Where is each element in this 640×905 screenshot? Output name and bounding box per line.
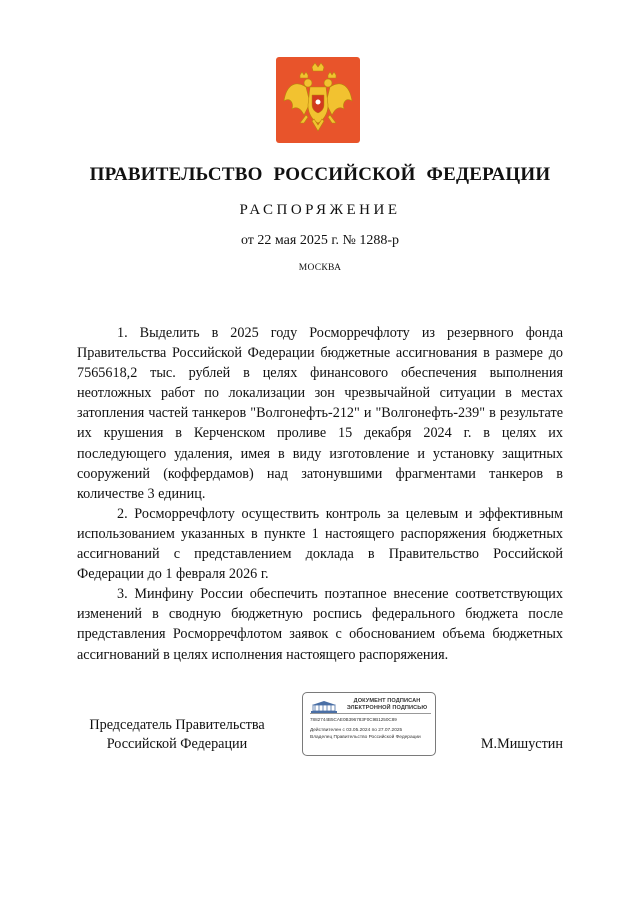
document-city: МОСКВА [298,263,342,273]
signatory-name: М.Мишустин [480,736,563,752]
signatory-position-line2: Российской Федерации [106,736,248,752]
stamp-title-line2: ЭЛЕКТРОННОЙ ПОДПИСЬЮ [346,705,428,711]
stamp-title-line1: ДОКУМЕНТ ПОДПИСАН [353,698,421,704]
paragraph-1: 1. Выделить в 2025 году Росморречфлоту из резервного фонда Правительства Российской Федерации бюджетные ассигнования в размере до 7565618,2 тыс. рублей в целях финансового обеспечения выполнения неотложных работ по локализации зон чрезвычайной ситуации в местах затопления частей танкеров "Волгонефть-212" и "Волгонефть-239" в результате их крушения в Керченском проливе 15 декабря 2024 г. в целях их последующего удаления, имея в виду изготовление и установку защитных сооружений (коффердамов) над затонувшими фрагментами танкеров в количестве 3 единиц. [77,325,563,502]
stamp-divider [310,713,431,714]
stamp-owner: Владелец Правительство Российской Федерации [310,735,421,740]
document-date-number: от 22 мая 2025 г. № 1288-р [240,233,400,248]
stamp-certificate-serial: 7882744B5CAE0B396783F0C9B1250C89 [310,717,397,722]
signatory-position-line1: Председатель Правительства [89,717,265,733]
government-title: ПРАВИТЕЛЬСТВО РОССИЙСКОЙ ФЕДЕРАЦИИ [89,164,551,185]
government-building-icon [310,700,338,714]
paragraph-2: 2. Росморречфлоту осуществить контроль за целевым и эффективным использованием указанных в пункте 1 настоящего распоряжения бюджетных ассигнований с представлением доклада в Правительство Российской Федерации до 1 февраля 2026 г. [77,505,563,583]
stamp-title [341,698,433,712]
coat-of-arms-emblem [276,57,360,143]
document-type: РАСПОРЯЖЕНИЕ [239,202,401,218]
stamp-validity: Действителен с 03.05.2024 по 27.07.2025 [310,728,403,733]
paragraph-3: 3. Минфину России обеспечить поэтапное внесение соответствующих изменений в сводную бюджетную роспись федерального бюджета после представления Росморречфлотом заявок с обоснованием объема бюджетных ассигнований в целях исполнения настоящего распоряжения. [77,586,563,663]
electronic-signature-stamp [302,692,436,756]
document-body [77,323,563,665]
russian-coat-of-arms-icon [276,57,360,143]
signatory-position [77,716,277,754]
